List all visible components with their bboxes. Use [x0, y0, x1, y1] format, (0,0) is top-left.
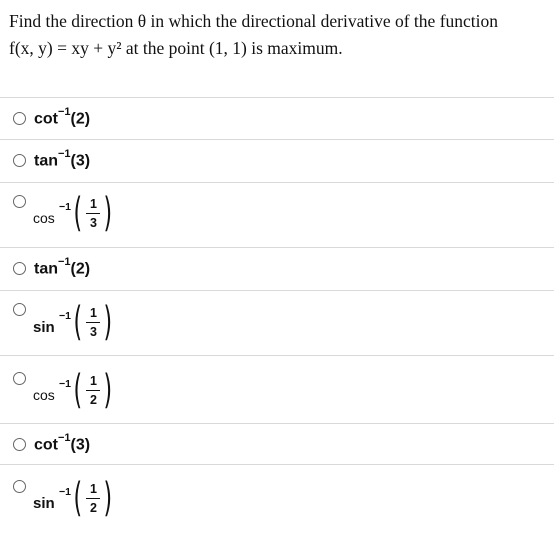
option-2-expression: $\tan^{-1}(3)$ [34, 148, 91, 170]
radio-button[interactable] [13, 480, 26, 493]
radio-button[interactable] [13, 195, 26, 208]
question-text [9, 8, 549, 62]
question-line-2: f(x, y) = xy + y² at the point (1, 1) is maximum. [9, 38, 343, 58]
radio-button[interactable] [13, 154, 26, 167]
option-1-expression: $\cot^{-1}(2)$ [34, 106, 91, 128]
radio-button[interactable] [13, 303, 26, 316]
option-7[interactable] [0, 423, 554, 465]
option-8[interactable] [0, 464, 554, 535]
option-8-expression: sin −1 ( 1 2 ) [33, 475, 113, 521]
radio-button[interactable] [13, 438, 26, 451]
option-7-expression: $\cot^{-1}(3)$ [34, 432, 91, 454]
option-4-expression: $\tan^{-1}(2)$ [34, 256, 91, 278]
option-3[interactable] [0, 182, 554, 248]
radio-button[interactable] [13, 112, 26, 125]
option-1[interactable] [0, 97, 554, 140]
question-line-1: Find the direction θ in which the directional derivative of the function [9, 11, 499, 31]
option-5-expression: sin −1 ( 1 3 ) [33, 299, 113, 345]
option-4[interactable] [0, 247, 554, 291]
option-6-expression: cos −1 ( 1 2 ) [33, 367, 113, 413]
option-6[interactable] [0, 355, 554, 424]
radio-button[interactable] [13, 372, 26, 385]
option-2[interactable] [0, 139, 554, 183]
radio-button[interactable] [13, 262, 26, 275]
option-5[interactable] [0, 290, 554, 356]
option-3-expression: cos −1 ( 1 3 ) [33, 190, 113, 236]
